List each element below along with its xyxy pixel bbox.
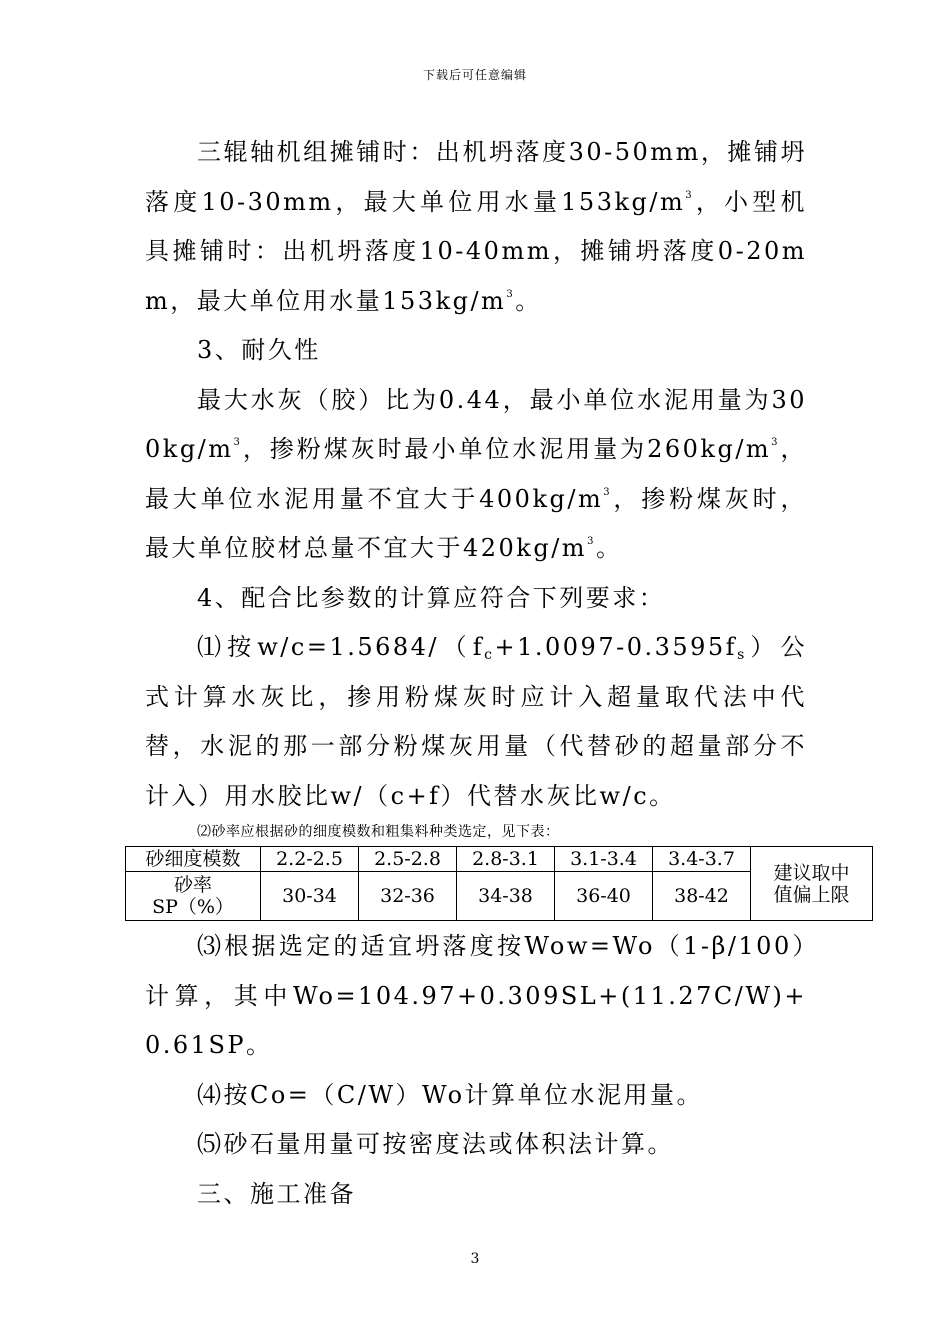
row-header-sand-ratio: 砂率 SP（%） — [126, 872, 261, 921]
document-body-continued — [145, 922, 807, 1219]
paragraph-water-demand: ⑶根据选定的适宜坍落度按Wow=Wo（1-β/100）计算，其中Wo=104.97+0.309SL+(11.27C/W)+0.61SP。 — [145, 932, 807, 1059]
table-row — [126, 847, 873, 872]
table-cell: 2.2-2.5 — [261, 847, 359, 872]
table-note-line: 建议取中 — [773, 861, 850, 884]
table-cell: 3.1-3.4 — [555, 847, 653, 872]
table-cell: 2.8-3.1 — [457, 847, 555, 872]
paragraph-water-cement-ratio: ⑴按$w/c=1.5684/(f_c+1.0097-0.3595f_s)$公式计算水灰比，掺用粉煤灰时应计入超量取代法中代替，水泥的那一部分粉煤灰用量（代替砂的超量部分不计入）用水胶比w/（c+f）代替水灰比w/c。 — [145, 633, 808, 810]
paragraph-cement-content: ⑷按Co=（C/W）Wo计算单位水泥用量。 — [197, 1080, 704, 1109]
table-cell: 30-34 — [261, 872, 359, 921]
paragraph-aggregate: ⑸砂石量用量可按密度法或体积法计算。 — [197, 1130, 674, 1158]
table-cell: 3.4-3.7 — [653, 847, 751, 872]
row-header-fineness: 砂细度模数 — [126, 847, 261, 872]
table-cell: 36-40 — [555, 872, 653, 921]
table-note-line: 值偏上限 — [773, 883, 850, 906]
section-heading: 三、施工准备 — [197, 1179, 356, 1208]
table-cell: 32-36 — [359, 872, 457, 921]
table-cell: 2.5-2.8 — [359, 847, 457, 872]
table-cell: 34-38 — [457, 872, 555, 921]
paragraph-durability: 最大水灰（胶）比为0.44，最小单位水泥用量为$300kg/m^3$，掺粉煤灰时最小单位水泥用量为$260kg/m^3$，最大单位水泥用量不宜大于$400kg/m^3$，掺粉煤灰时，最大单位胶材总量不宜大于$420kg/m^3$。 — [145, 385, 807, 562]
page-number: 3 — [470, 1251, 480, 1267]
paragraph-slump: 三辊轴机组摊铺时：出机坍落度30-50mm，摊铺坍落度10-30mm，最大单位用水量$153kg/m^3$，小型机具摊铺时：出机坍落度10-40mm，摊铺坍落度0-20mm，最大单位用水量$153kg/m^3$。 — [145, 138, 808, 315]
sand-ratio-table — [125, 846, 873, 921]
heading-mix-parameters: 4、配合比参数的计算应符合下列要求： — [197, 583, 666, 612]
table-caption: ⑵砂率应根据砂的细度模数和粗集料种类选定，见下表： — [197, 824, 560, 840]
page-header: 下载后可任意编辑 — [422, 68, 527, 82]
table-note-cell — [751, 847, 873, 921]
document-body — [145, 128, 807, 821]
table-cell: 38-42 — [653, 872, 751, 921]
heading-durability: 3、耐久性 — [197, 336, 321, 364]
